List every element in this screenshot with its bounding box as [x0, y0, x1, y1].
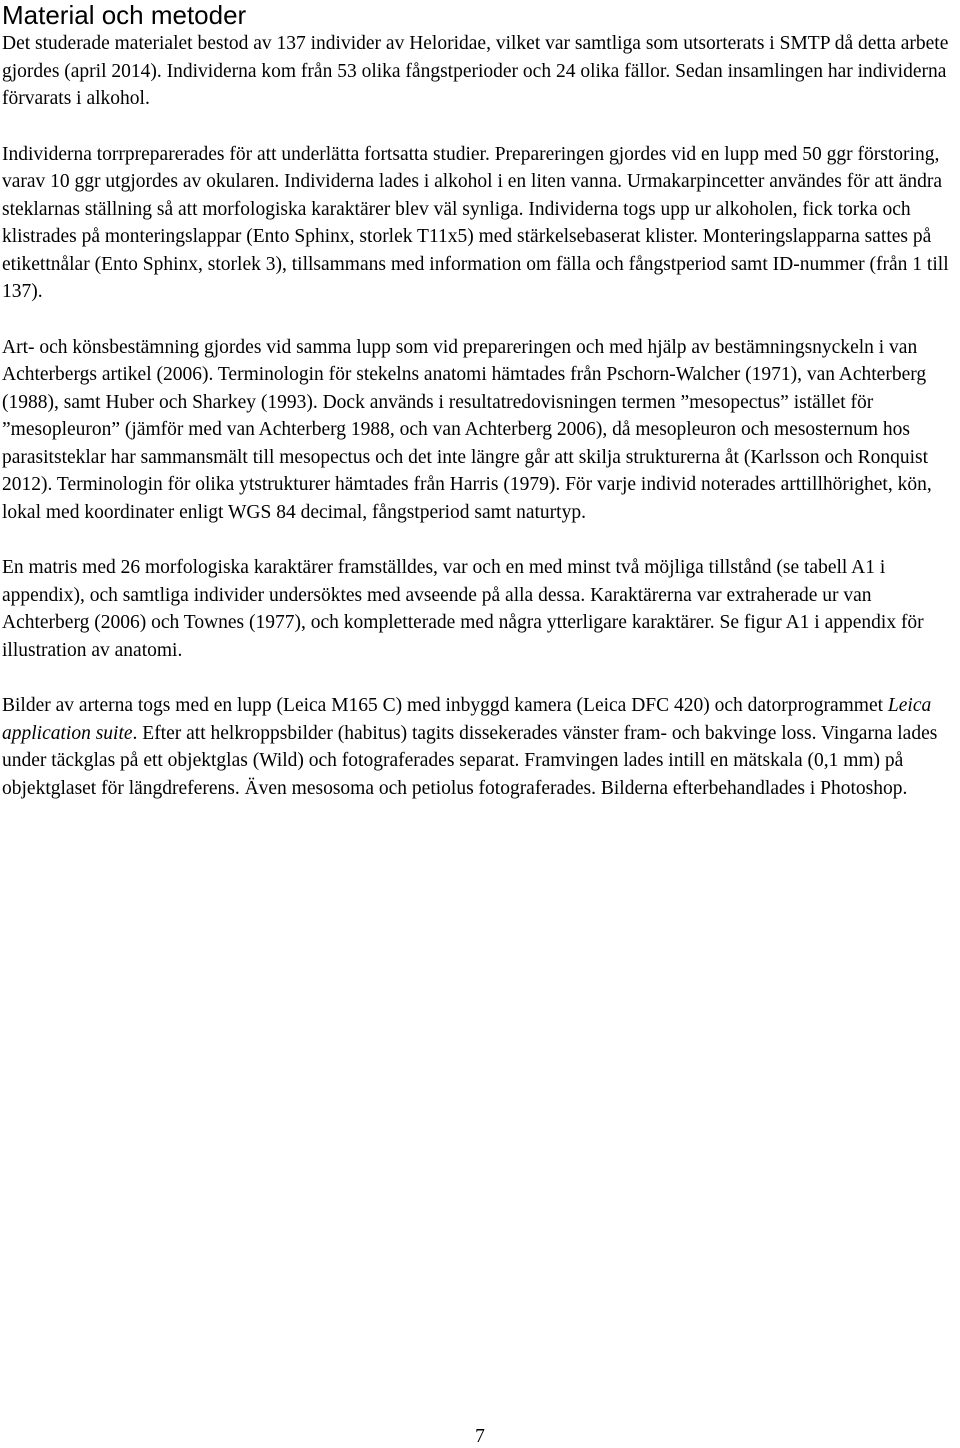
- paragraph-preparation: Individerna torrpreparerades för att underlätta fortsatta studier. Prepareringen gjordes vid en lupp med 50 ggr förstoring, varav 10 ggr utgjordes av okularen. Individerna lades i alkohol i en liten vanna. Urmakarpincetter användes för att ändra steklarnas ställning så att morfologiska karaktärer blev väl synliga. Individerna togs upp ur alkoholen, fick torka och klistrades på monteringslappar (Ento Sphinx, storlek T11x5) med stärkelsebaserat klister. Monteringslapparna sattes på etikettnålar (Ento Sphinx, storlek 3), tillsammans med information om fälla och fångstperiod samt ID-nummer (från 1 till 137).: [2, 143, 949, 302]
- software-name: Leica application suite: [2, 695, 932, 744]
- document-page: [2, 0, 958, 802]
- paragraph-material: Det studerade materialet bestod av 137 individer av Heloridae, vilket var samtliga som utsorterats i SMTP då detta arbete gjordes (april 2014). Individerna kom från 53 olika fångstperioder och 24 olika fällor. Sedan insamlingen har individerna förvarats i alkohol.: [2, 33, 949, 109]
- paragraph-imaging: [2, 692, 958, 802]
- imaging-text-end: . Efter att helkroppsbilder (habitus) tagits dissekerades vänster fram- och bakvinge loss. Vingarna lades under täckglas på ett objektglas (Wild) och fotograferades separat. Framvingen lades intill en mätskala (0,1 mm) på objektglaset för längdreferens. Även mesosoma och petiolus fotograferades. Bilderna efterbehandlades i Photoshop.: [2, 722, 938, 799]
- page-number: 7: [475, 1426, 485, 1447]
- imaging-text-start: Bilder av arterna togs med en lupp (Leica M165 C) med inbyggd kamera (Leica DFC 420) och datorprogrammet: [2, 695, 888, 716]
- paragraph-identification: Art- och könsbestämning gjordes vid samma lupp som vid prepareringen och med hjälp av bestämningsnyckeln i van Achterbergs artikel (2006). Terminologin för stekelns anatomi hämtades från Pschorn-Walcher (1971), van Achterberg (1988), samt Huber och Sharkey (1993). Dock används i resultatredovisningen termen ”mesopectus” istället för ”mesopleuron” (jämför med van Achterberg 1988, och van Achterberg 2006), då mesopleuron och mesosternum hos parasitsteklar har sammansmält till mesopectus och det inte längre går att skilja strukturerna åt (Karlsson och Ronquist 2012). Terminologin för olika ytstrukturer hämtades från Harris (1979). För varje individ noterades arttillhörighet, kön, lokal med koordinater enligt WGS 84 decimal, fångstperiod samt naturtyp.: [2, 336, 932, 523]
- paragraph-character-matrix: En matris med 26 morfologiska karaktärer framställdes, var och en med minst två möjliga tillstånd (se tabell A1 i appendix), och samtliga individer undersöktes med avseende på alla dessa. Karaktärerna var extraherade ur van Achterberg (2006) och Townes (1977), och kompletterade med några ytterligare karaktärer. Se figur A1 i appendix för illustration av anatomi.: [2, 557, 924, 661]
- section-title: Material och metoder: [2, 0, 247, 30]
